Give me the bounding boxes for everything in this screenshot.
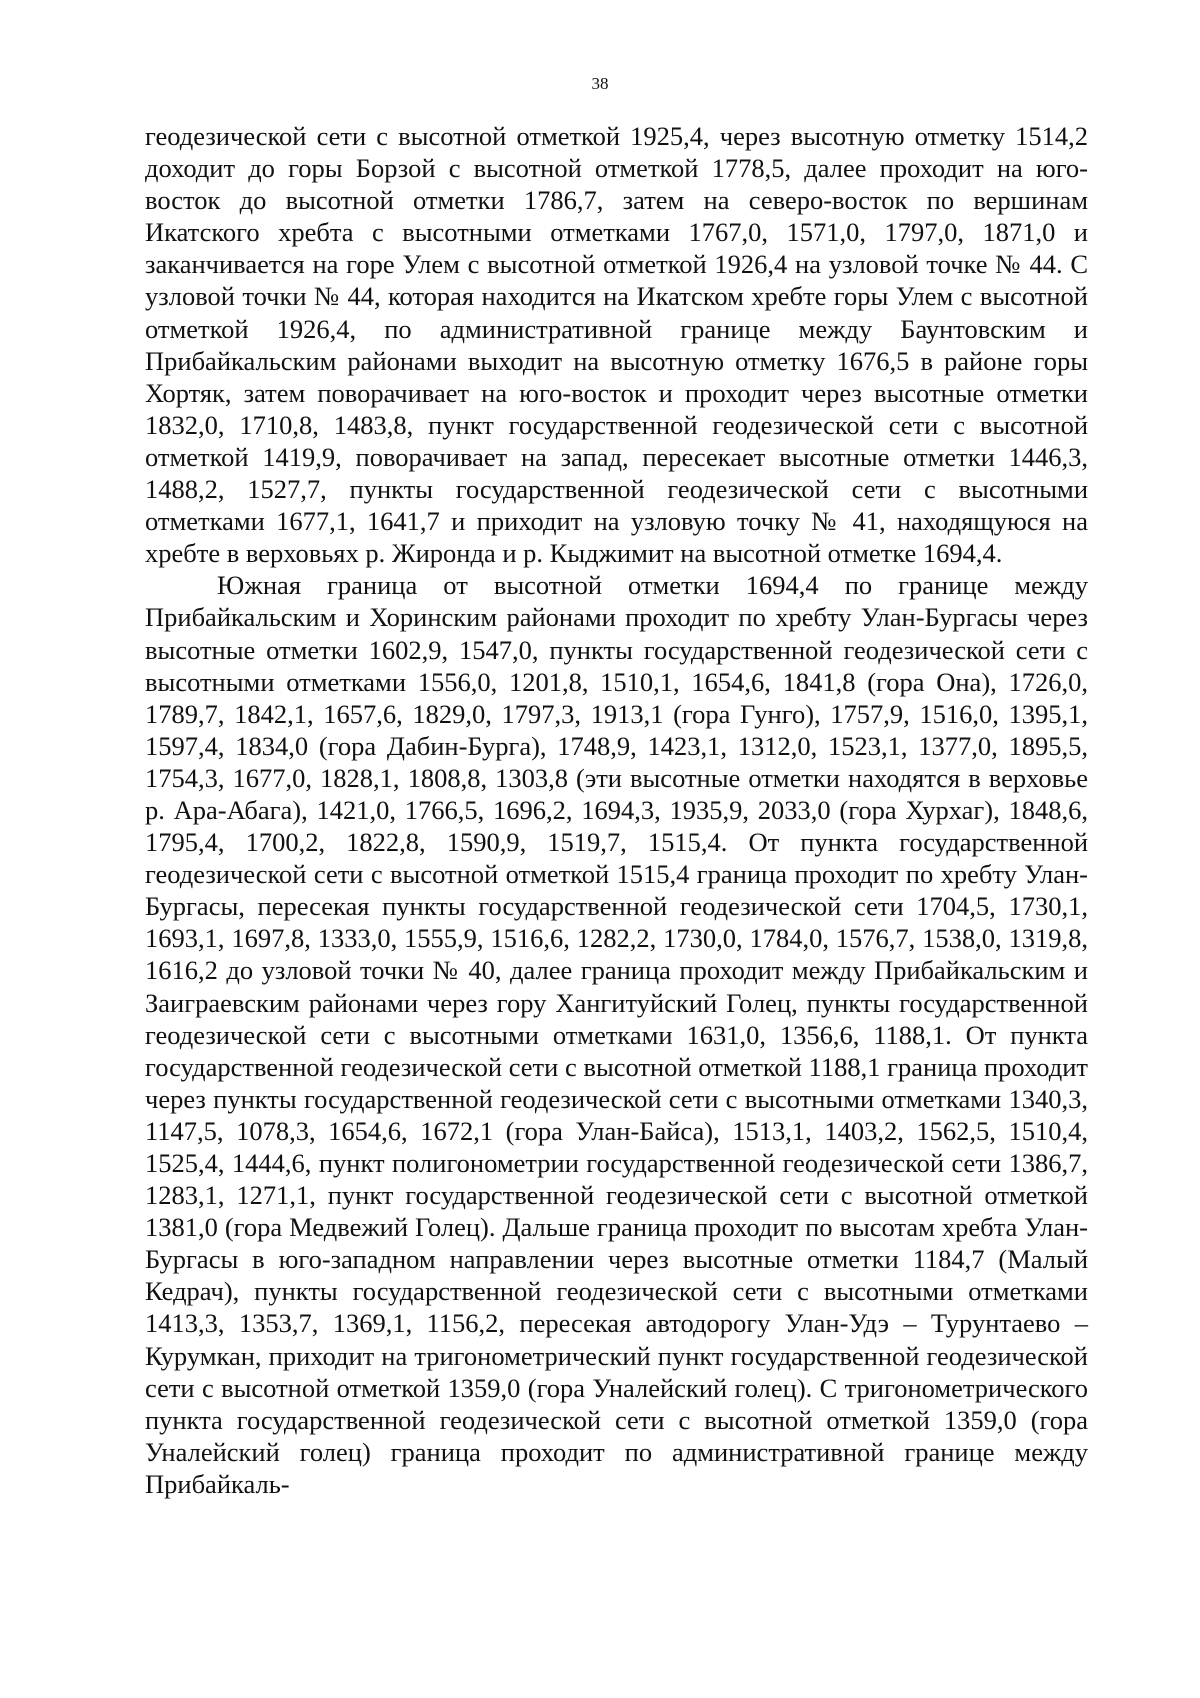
document-body (145, 120, 1088, 1500)
paragraph-northern-boundary-continuation: геодезической сети с высотной отметкой 1925,4, через высотную отметку 1514,2 доходит до горы Борзой с высотной отметкой 1778,5, далее проходит на юго-восток до высотной отметки 1786,7, затем на северо-восток по вершинам Икатского хребта с высотными отметками 1767,0, 1571,0, 1797,0, 1871,0 и заканчивается на горе Улем с высотной отметкой 1926,4 на узловой точке № 44. С узловой точки № 44, которая находится на Икатском хребте горы Улем с высотной отметкой 1926,4, по административной границе между Баунтовским и Прибайкальским районами выходит на высотную отметку 1676,5 в районе горы Хортяк, затем поворачивает на юго-восток и проходит через высотные отметки 1832,0, 1710,8, 1483,8, пункт государственной геодезической сети с высотной отметкой 1419,9, поворачивает на запад, пересекает высотные отметки 1446,3, 1488,2, 1527,7, пункты государственной геодезической сети с высотными отметками 1677,1, 1641,7 и приходит на узловую точку № 41, находящуюся на хребте в верховьях р. Жиронда и р. Кыджимит на высотной отметке 1694,4. (145, 121, 1088, 569)
paragraph-southern-boundary: Южная граница от высотной отметки 1694,4 по границе между Прибайкальским и Хоринским районами проходит по хребту Улан-Бургасы через высотные отметки 1602,9, 1547,0, пункты государственной геодезической сети с высотными отметками 1556,0, 1201,8, 1510,1, 1654,6, 1841,8 (гора Она), 1726,0, 1789,7, 1842,1, 1657,6, 1829,0, 1797,3, 1913,1 (гора Гунго), 1757,9, 1516,0, 1395,1, 1597,4, 1834,0 (гора Дабин-Бурга), 1748,9, 1423,1, 1312,0, 1523,1, 1377,0, 1895,5, 1754,3, 1677,0, 1828,1, 1808,8, 1303,8 (эти высотные отметки находятся в верховье р. Ара-Абага), 1421,0, 1766,5, 1696,2, 1694,3, 1935,9, 2033,0 (гора Хурхаг), 1848,6, 1795,4, 1700,2, 1822,8, 1590,9, 1519,7, 1515,4. От пункта государственной геодезической сети с высотной отметкой 1515,4 граница проходит по хребту Улан-Бургасы, пересекая пункты государственной геодезической сети 1704,5, 1730,1, 1693,1, 1697,8, 1333,0, 1555,9, 1516,6, 1282,2, 1730,0, 1784,0, 1576,7, 1538,0, 1319,8, 1616,2 до узловой точки № 40, далее граница проходит между Прибайкальским и Заиграевским районами через гору Хангитуйский Голец, пункты государственной геодезической сети с высотными отметками 1631,0, 1356,6, 1188,1. От пункта государственной геодезической сети с высотной отметкой 1188,1 граница проходит через пункты государственной геодезической сети с высотными отметками 1340,3, 1147,5, 1078,3, 1654,6, 1672,1 (гора Улан-Байса), 1513,1, 1403,2, 1562,5, 1510,4, 1525,4, 1444,6, пункт полигонометрии государственной геодезической сети 1386,7, 1283,1, 1271,1, пункт государственной геодезической сети с высотной отметкой 1381,0 (гора Медвежий Голец). Дальше граница проходит по высотам хребта Улан-Бургасы в юго-западном направлении через высотные отметки 1184,7 (Малый Кедрач), пункты государственной геодезической сети с высотными отметками 1413,3, 1353,7, 1369,1, 1156,2, пересекая автодорогу Улан-Удэ – Турунтаево – Курумкан, приходит на тригонометрический пункт государственной геодезической сети с высотной отметкой 1359,0 (гора Уналейский голец). С тригонометрического пункта государственной геодезической сети с высотной отметкой 1359,0 (гора Уналейский голец) граница проходит по административной границе между Прибайкаль- (145, 570, 1088, 1499)
page-number: 38 (591, 74, 609, 93)
